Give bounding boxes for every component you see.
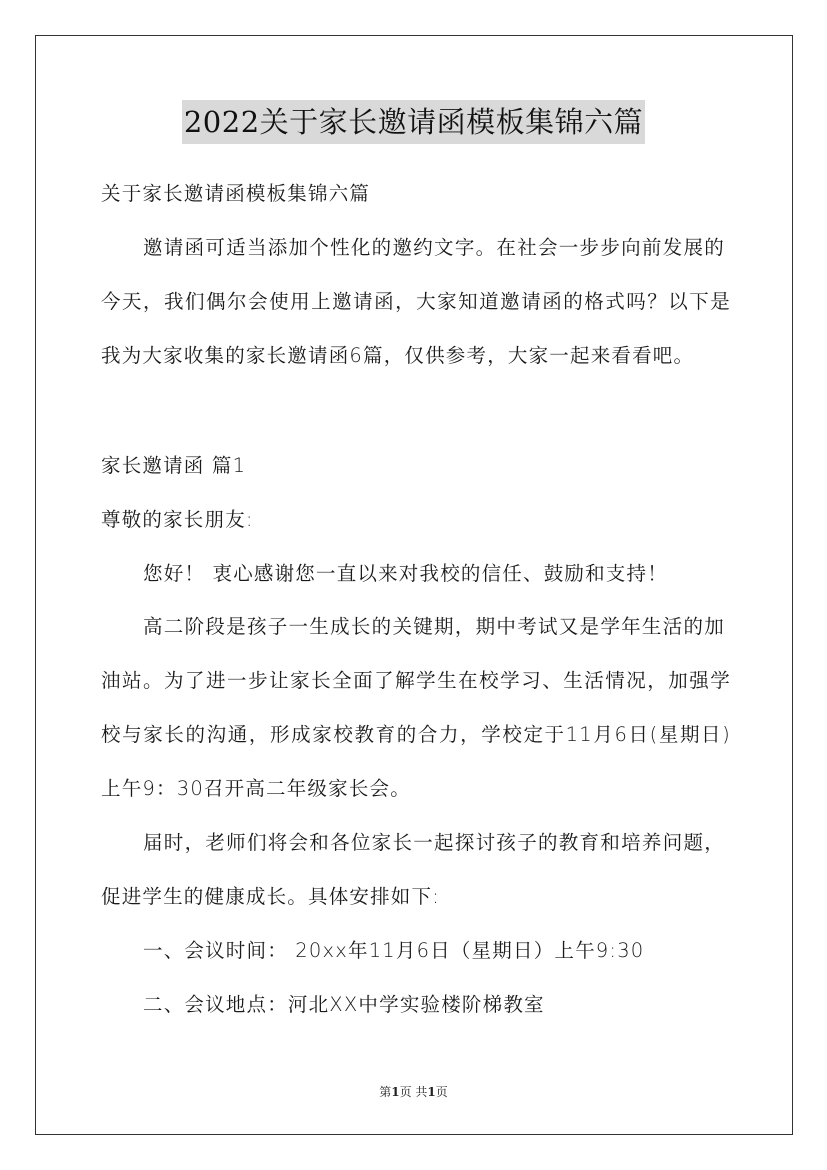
title-container	[0, 100, 827, 144]
intro-line-2: 今天，我们偶尔会使用上邀请函，大家知道邀请函的格式吗？以下是	[101, 290, 731, 313]
paragraph1-line-2: 油站。为了进一步让家长全面了解学生在校学习、生活情况，加强学	[101, 669, 731, 692]
section-heading: 家长邀请函 篇1	[101, 454, 247, 477]
intro-line-1: 邀请函可适当添加个性化的邀约文字。在社会一步步向前发展的	[143, 236, 725, 259]
intro-line-3: 我为大家收集的家长邀请函6篇，仅供参考，大家一起来看看吧。	[101, 344, 695, 367]
greeting-line: 您好！ 衷心感谢您一直以来对我校的信任、鼓励和支持！	[143, 562, 668, 585]
footer-prefix: 第	[379, 1085, 392, 1099]
paragraph2-line-1: 届时，老师们将会和各位家长一起探讨孩子的教育和培养问题，	[143, 831, 725, 854]
meeting-time-item: 一、会议时间： 20xx年11月6日（星期日）上午9:30	[143, 939, 645, 962]
page-footer	[0, 1084, 827, 1100]
footer-suffix: 页	[435, 1085, 448, 1099]
footer-page-total: 1	[427, 1085, 436, 1099]
paragraph1-line-4: 上午9：30召开高二年级家长会。	[101, 777, 411, 800]
footer-middle: 页 共	[399, 1085, 428, 1099]
salutation: 尊敬的家长朋友:	[101, 508, 254, 531]
paragraph1-line-3: 校与家长的沟通，形成家校教育的合力，学校定于11月6日(星期日)	[101, 723, 731, 746]
meeting-location-item: 二、会议地点：河北XX中学实验楼阶梯教室	[143, 993, 545, 1016]
document-title: 2022关于家长邀请函模板集锦六篇	[182, 100, 645, 144]
footer-page-number: 1	[391, 1085, 400, 1099]
document-subtitle: 关于家长邀请函模板集锦六篇	[101, 182, 371, 205]
paragraph2-line-2: 促进学生的健康成长。具体安排如下:	[101, 885, 440, 908]
paragraph1-line-1: 高二阶段是孩子一生成长的关键期，期中考试又是学年生活的加	[143, 615, 725, 638]
